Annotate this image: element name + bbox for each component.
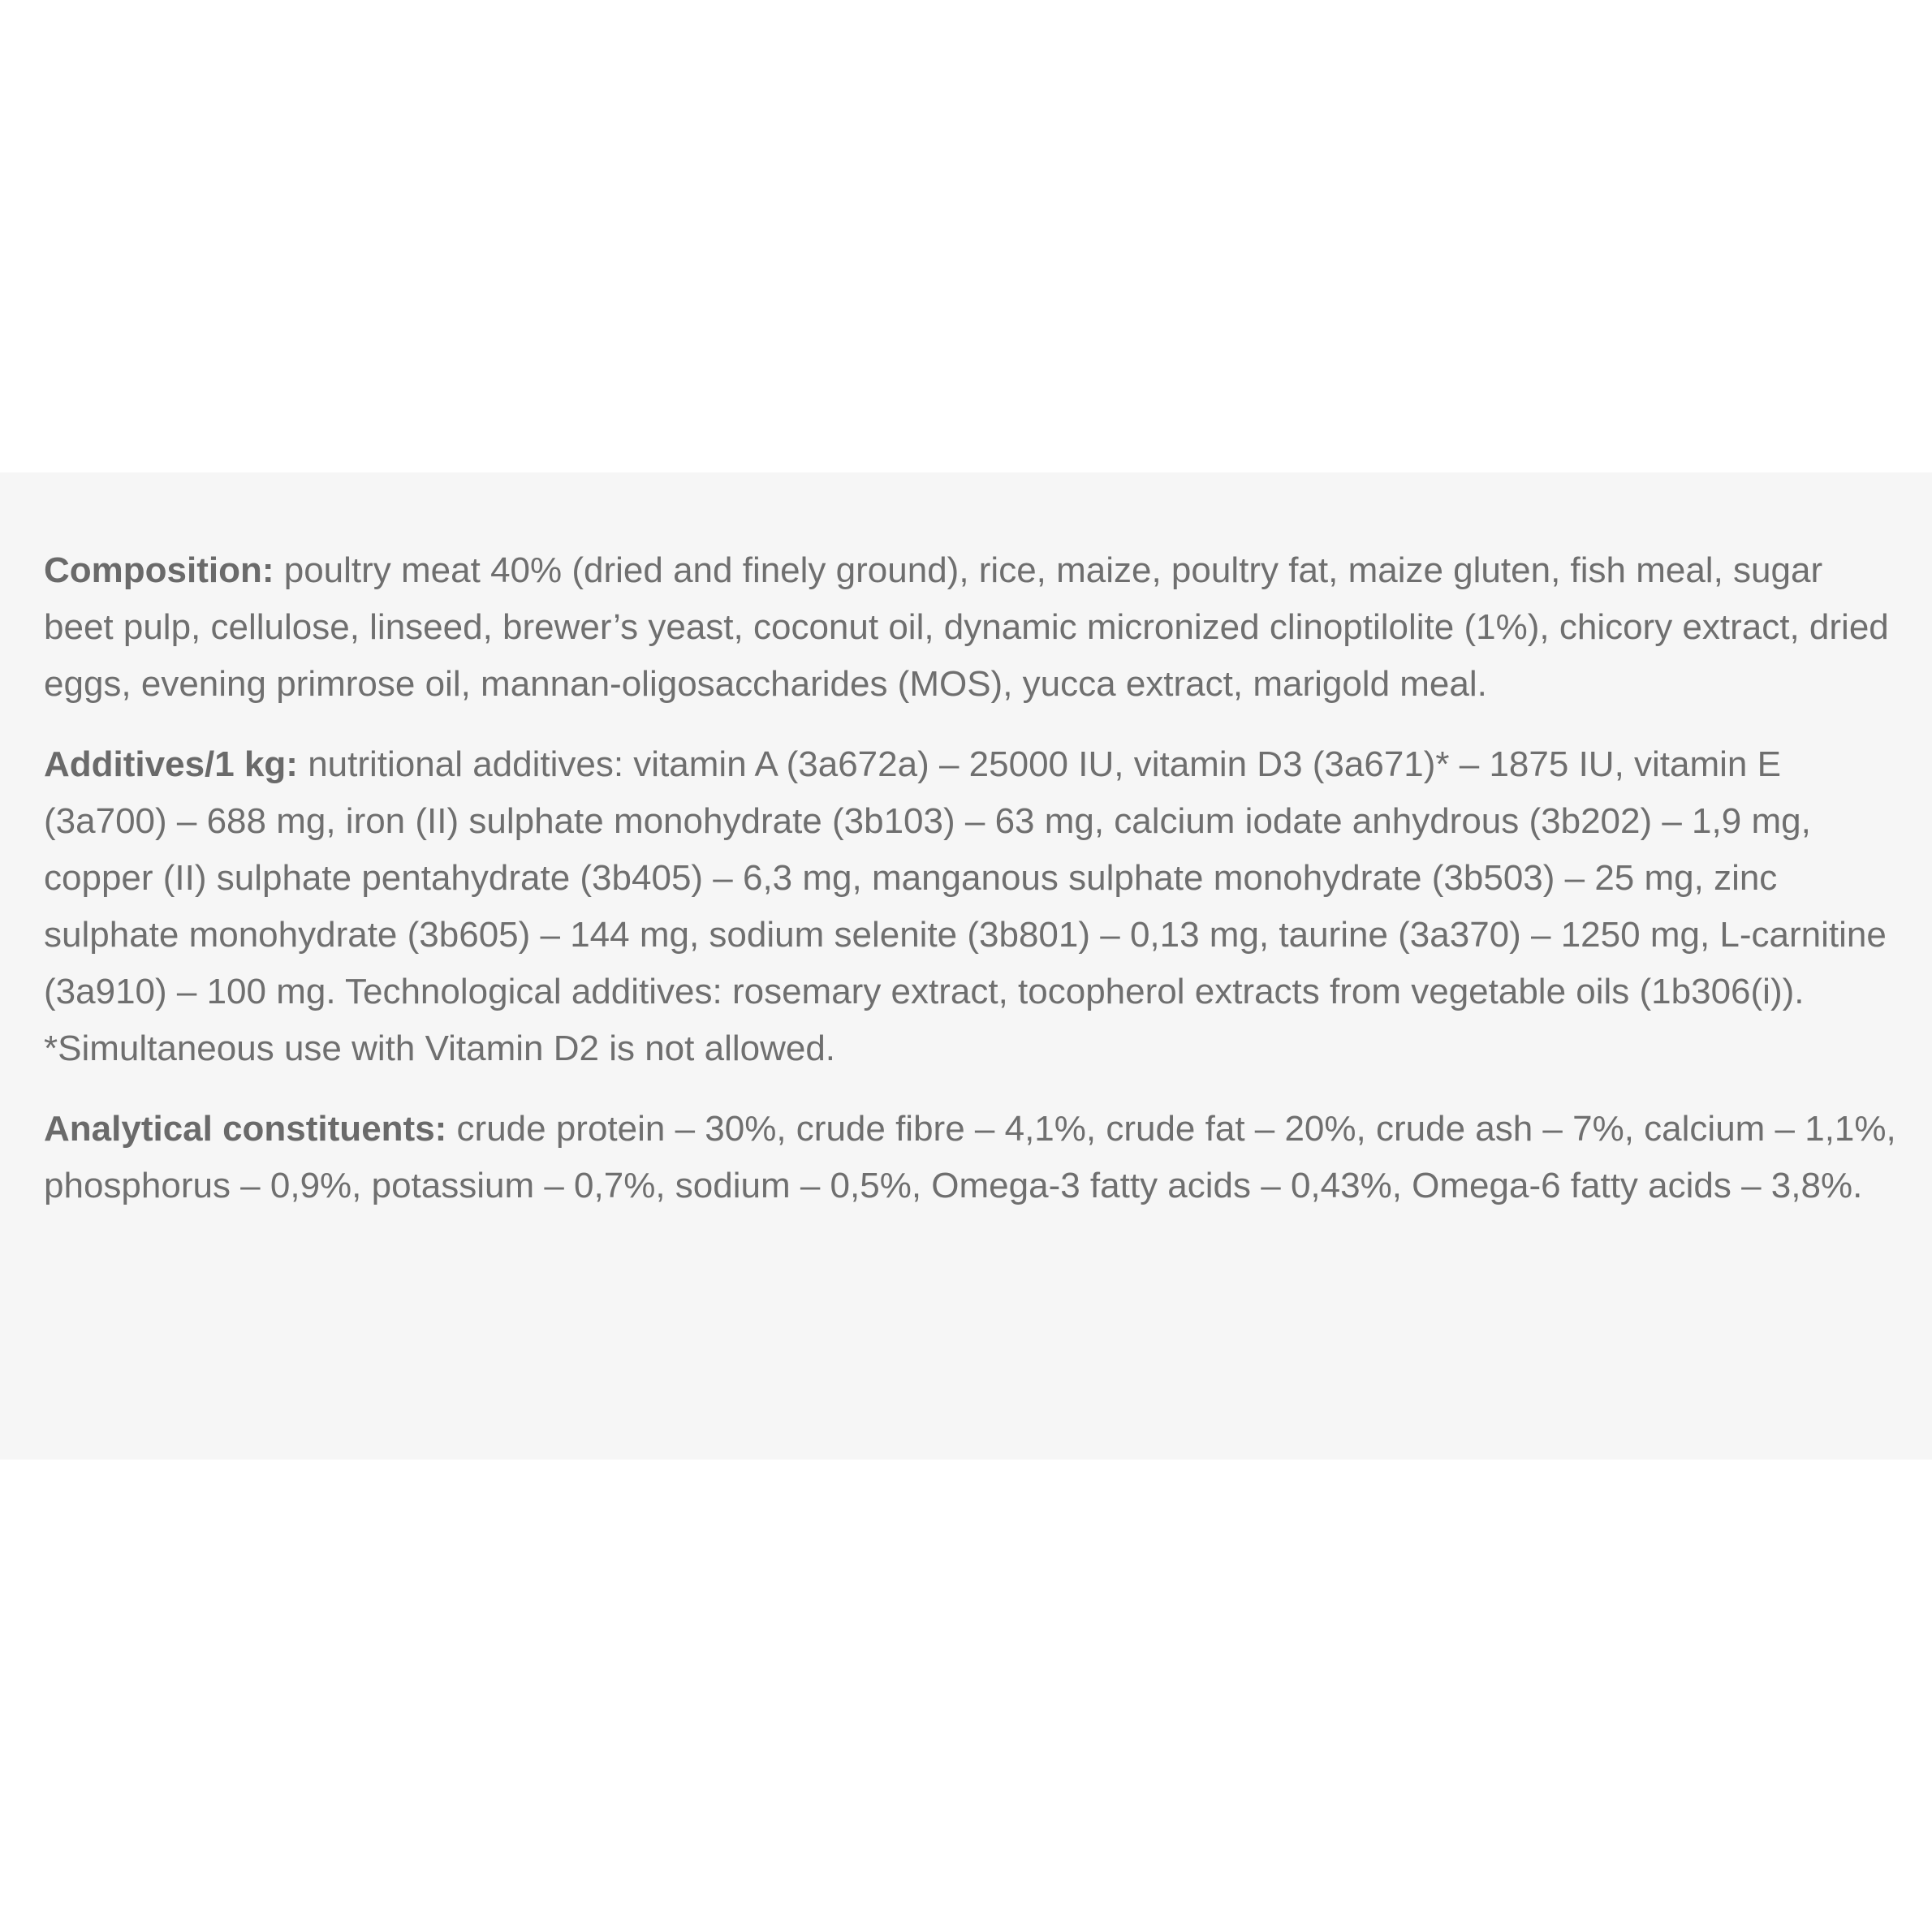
additives-text: nutritional additives: vitamin A (3a672a) – 25000 IU, vitamin D3 (3a671)* – 1875 IU, vitamin E (3a700) – 688 mg, iron (II) sulphate monohydrate (3b103) – 63 mg, calcium iodate anhydrous (3b202) – 1,9 mg, copper (II) sulphate pentahydrate (3b405) – 6,3 mg, manganous sulphate monohydrate (3b503) – 25 mg, zinc sulphate monohydrate (3b605) – 144 mg, sodium selenite (3b801) – 0,13 mg, taurine (3a370) – 1250 mg, L-carnitine (3a910) – 100 mg. Technological additives: rosemary extract, tocopherol extracts from vegetable oils (1b306(i)). <box>44 744 1887 1011</box>
composition-text: poultry meat 40% (dried and finely ground), rice, maize, poultry fat, maize gluten, fish meal, sugar beet pulp, cellulose, linseed, brewer’s yeast, coconut oil, dynamic micronized clinoptilolite (1%), chicory extract, dried eggs, evening primrose oil, mannan-oligosaccharides (MOS), yucca extract, marigold meal. <box>44 550 1889 704</box>
analytical-paragraph <box>44 1101 1900 1214</box>
additives-paragraph <box>44 736 1900 1077</box>
analytical-text: crude protein – 30%, crude fibre – 4,1%, crude fat – 20%, crude ash – 7%, calcium – 1,1%, phosphorus – 0,9%, potassium – 0,7%, sodium – 0,5%, Omega-3 fatty acids – 0,43%, Omega-6 fatty acids – 3,8%. <box>44 1109 1896 1205</box>
product-info-panel <box>0 472 1932 1460</box>
additives-footnote: *Simultaneous use with Vitamin D2 is not allowed. <box>44 1029 836 1068</box>
additives-label: Additives/1 kg: <box>44 744 298 784</box>
composition-label: Composition: <box>44 550 274 590</box>
composition-paragraph <box>44 542 1900 713</box>
analytical-label: Analytical constituents: <box>44 1109 447 1149</box>
